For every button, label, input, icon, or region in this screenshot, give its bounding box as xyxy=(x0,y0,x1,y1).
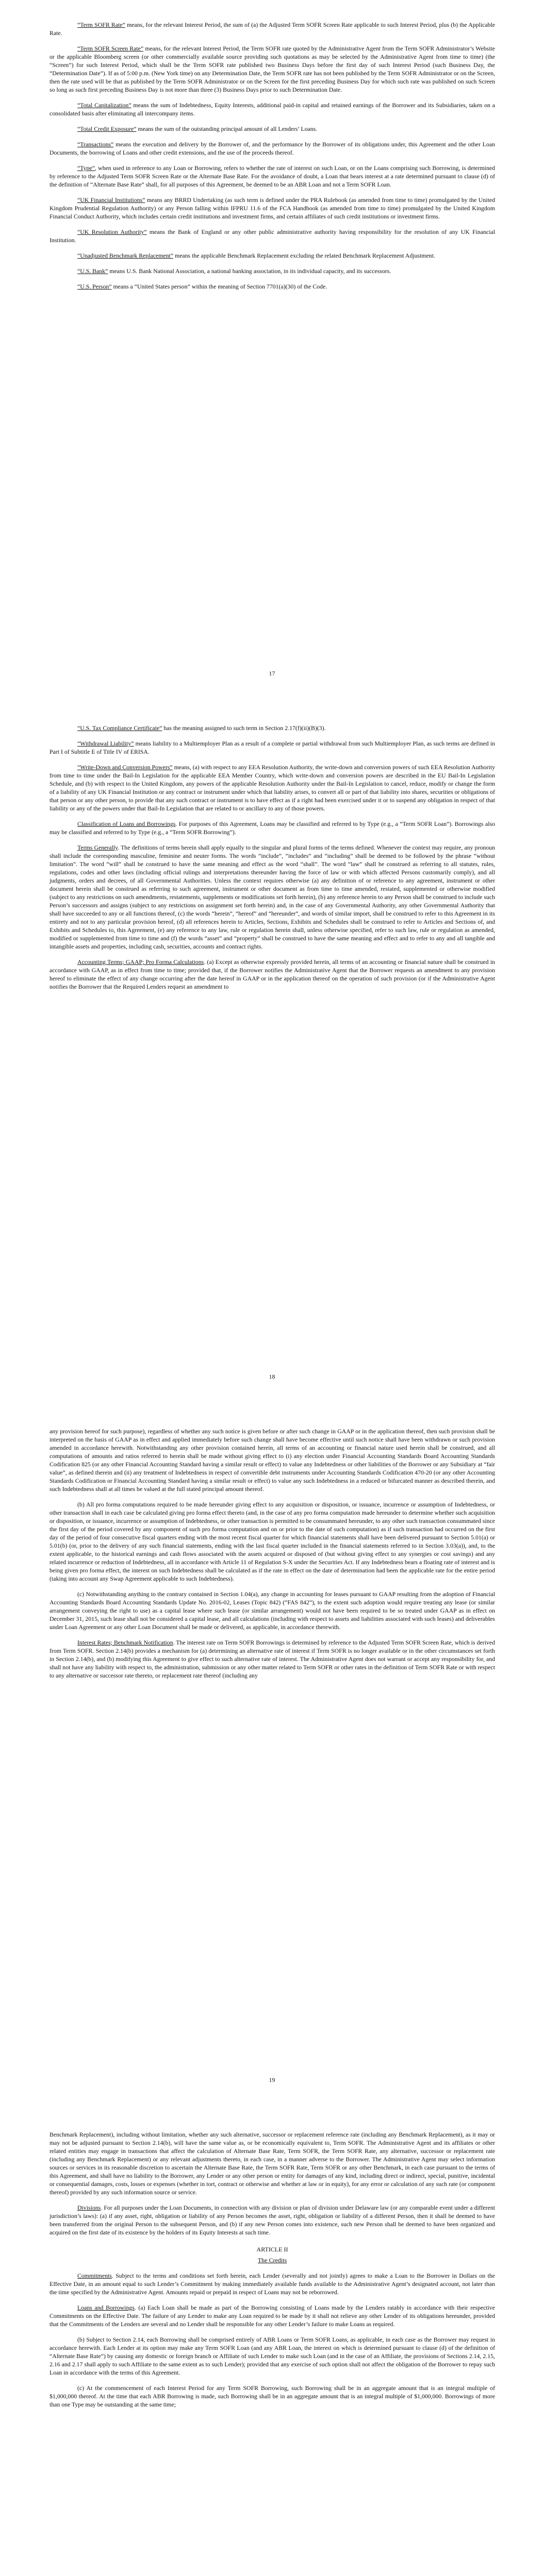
defined-term: “Term SOFR Rate” xyxy=(77,21,125,28)
page-20-body xyxy=(50,2130,495,2416)
defined-term: “UK Resolution Authority” xyxy=(77,228,147,235)
definition-text: means the sum of the outstanding principal amount of all Lenders’ Loans. xyxy=(136,125,318,132)
definition-text: means the sum of Indebtedness, Equity Interests, additional paid-in capital and retained earnings of the Borrower and its Subsidiaries, taken on a consolidated basis after eliminating all intercompany items. xyxy=(50,101,496,117)
subsection-label: (b) xyxy=(77,2336,85,2343)
definition-paragraph xyxy=(50,763,495,812)
definition-text: means any BRRD Undertaking (as such term is defined under the PRA Rulebook (as amended from time to time) promulgated by the United Kingdom Prudential Regulation Authority) or any Person falling within IFPRU 11.6 of the FCA Handbook (as amended from time to time) promulgated by the United Kingdom Financial Conduct Authority, which includes certain credit institutions and investment firms, and certain affiliates of such credit institutions or investment firms. xyxy=(50,196,495,220)
definition-text: means the applicable Benchmark Replacement excluding the related Benchmark Replacement Adjustment. xyxy=(173,252,435,259)
article-subtitle: The Credits xyxy=(257,2257,287,2264)
defined-term: “Total Capitalization” xyxy=(77,101,131,109)
subsection-label: (c) xyxy=(77,2384,85,2392)
defined-term: “U.S. Person” xyxy=(77,283,112,290)
defined-term: “U.S. Tax Compliance Certificate” xyxy=(77,724,162,732)
defined-term: “Write-Down and Conversion Powers” xyxy=(77,764,173,771)
continuation-paragraph xyxy=(50,2130,495,2196)
section-paragraph xyxy=(50,843,495,951)
definition-paragraph xyxy=(50,267,495,275)
page-number: 17 xyxy=(269,670,275,677)
subsection-paragraph xyxy=(50,1500,495,1583)
section-text: . The definitions of terms herein shall apply equally to the singular and plural forms of the terms defined. Whenever the context may require, any pronoun shall include the corresponding masculine, feminine and neuter forms. The words “include”, “includes” and “including” shall be deemed to be followed by the phrase “without limitation”. The word “will” shall be construed to have the same meaning and effect as the word “shall”. The word “law” shall be construed as referring to all statutes, rules, regulations, codes and other laws (including official rulings and interpretations thereunder having the force of law or with which affected Persons customarily comply), and all judgments, orders and decrees, of all Governmental Authorities. Unless the context requires otherwise (a) any definition of or reference to any agreement, instrument or other document herein shall be construed as referring to such agreement, instrument or other document as from time to time amended, restated, supplemented or otherwise modified (subject to any restrictions on such amendments, restatements, supplements or modifications set forth herein), (b) any reference herein to any Person shall be construed to include such Person’s successors and assigns (subject to any restrictions on assignment set forth herein) and, in the case of any Governmental Authority, any other Governmental Authority that shall have succeeded to any or all functions thereof, (c) the words “herein”, “hereof” and “hereunder”, and words of similar import, shall be construed to refer to this Agreement in its entirety and not to any particular provision hereof, (d) all references herein to Articles, Sections, Exhibits and Schedules shall be construed to refer to Articles and Sections of, and Exhibits and Schedules to, this Agreement, (e) any reference to any law, rule or regulation herein shall, unless otherwise specified, refer to such law, rule or regulation as amended, modified or supplemented from time to time and (f) the words “asset” and “property” shall be construed to have the same meaning and effect and to refer to any and all tangible and intangible assets and properties, including cash, securities, accounts and contract rights. xyxy=(50,844,495,950)
section-text: . (a) Except as otherwise expressly provided herein, all terms of an accounting or financial nature shall be construed in accordance with GAAP, as in effect from time to time; provided that, if the Borrower notifies the Administrative Agent that the Borrower requests an amendment to any provision hereof to eliminate the effect of any change occurring after the date hereof in GAAP or in the application thereof on the operation of such provision (or if the Administrative Agent notifies the Borrower that the Required Lenders request an amendment to xyxy=(50,958,495,990)
section-text: . (a) Each Loan shall be made as part of the Borrowing consisting of Loans made by the Lenders ratably in accordance with their respective Commitments on the Effective Date. The failure of any Lender to make any Loan required to be made by it shall not relieve any other Lender of its obligations hereunder, provided that the Commitments of the Lenders are several and no Lender shall be responsible for any other Lender’s failure to make Loans as required. xyxy=(50,2304,496,2328)
defined-term: “Unadjusted Benchmark Replacement” xyxy=(77,252,174,259)
subsection-text: At the commencement of each Interest Period for any Term SOFR Borrowing, such Borrowing shall be in an aggregate amount that is an integral multiple of $1,000,000 thereof. At the time that each ABR Borrowing is made, such Borrowing shall be in an aggregate amount that is an integral multiple of $1,000,000. Borrowings of more than one Type may be outstanding at the same time; xyxy=(50,2384,495,2408)
page-19-body xyxy=(50,1427,495,1687)
definition-text: means, (a) with respect to any EEA Resolution Authority, the write-down and conversion powers of such EEA Resolution Authority from time to time under the Bail-In Legislation for the applicable EEA Member Country, which write-down and conversion powers are described in the EU Bail-In Legislation Schedule, and (b) with respect to the United Kingdom, any powers of the applicable Resolution Authority under the Bail-In Legislation to cancel, reduce, modify or change the form of a liability of any UK Financial Institution or any contract or instrument under which that liability arises, to convert all or part of that liability into shares, securities or obligations of that person or any other person, to provide that any such contract or instrument is to have effect as if a right had been exercised under it or to suspend any obligation in respect of that liability or any of the powers under that Bail-In Legislation that are related to or ancillary to any of those powers. xyxy=(50,764,495,812)
section-text: . For purposes of this Agreement, Loans may be classified and referred to by Type (e.g., a “Term SOFR Loan”). Borrowings also may be classified and referred to by Type (e.g., a “Term SOFR Borrowing”). xyxy=(50,820,495,836)
defined-term: “U.S. Bank” xyxy=(77,267,108,275)
section-heading: Interest Rates; Benchmark Notification xyxy=(77,1639,173,1646)
definition-paragraph xyxy=(50,739,495,756)
subsection-paragraph xyxy=(50,2335,495,2377)
definition-paragraph xyxy=(50,125,495,133)
defined-term: “Total Credit Exposure” xyxy=(77,125,137,132)
paragraph-text: any provision hereof for such purpose), regardless of whether any such notice is given before or after such change in GAAP or in the application thereof, then such provision shall be interpreted on the basis of GAAP as in effect and applied immediately before such change shall have become effective until such notice shall have been withdrawn or such provision amended in accordance herewith. Notwithstanding any other provision contained herein, all terms of an accounting or financial nature used herein shall be construed, and all computations of amounts and ratios referred to herein shall be made without giving effect to (i) any election under Financial Accounting Standards Board Accounting Standards Codification 825 (or any other Financial Accounting Standard having a similar result or effect) to value any Indebtedness or other liabilities of the Borrower or any Subsidiary at “fair value”, as defined therein and (ii) any treatment of Indebtedness in respect of convertible debt instruments under Accounting Standards Codification 470-20 (or any other Accounting Standards Codification or Financial Accounting Standard having a similar result or effect) to value any such Indebtedness in a reduced or bifurcated manner as described therein, and such Indebtedness shall at all times be valued at the full stated principal amount thereof. xyxy=(50,1428,495,1493)
subsection-text: Subject to Section 2.14, each Borrowing shall be comprised entirely of ABR Loans or Term SOFR Loans, as applicable, in each case as the Borrower may request in accordance herewith. Each Lender at its option may make any Term SOFR Loan (and any ABR Loan, the interest on which is determined pursuant to clause (d) of the definition of “Alternate Base Rate”) by causing any domestic or foreign branch or Affiliate of such Lender to make such Loan (and in the case of an Affiliate, the provisions of Sections 2.14, 2.15, 2.16 and 2.17 shall apply to such Affiliate to the same extent as to such Lender); provided that any exercise of such option shall not affect the obligation of the Borrower to repay such Loan in accordance with the terms of this Agreement. xyxy=(50,2336,495,2376)
section-paragraph xyxy=(50,958,495,991)
page-17 xyxy=(0,0,544,703)
page-20 xyxy=(0,2110,544,2576)
definition-text: means the Bank of England or any other public administrative authority having responsibility for the resolution of any UK Financial Institution. xyxy=(50,228,495,244)
subsection-label: (b) xyxy=(77,1501,85,1508)
defined-term: “UK Financial Institutions” xyxy=(77,196,145,204)
definition-paragraph xyxy=(50,282,495,291)
definition-paragraph xyxy=(50,251,495,260)
section-heading: Accounting Terms; GAAP; Pro Forma Calculations xyxy=(77,958,204,965)
section-heading: Loans and Borrowings xyxy=(77,2304,135,2311)
definition-text: has the meaning assigned to such term in Section 2.17(f)(ii)(B)(3). xyxy=(162,724,326,732)
defined-term: “Withdrawal Liability” xyxy=(77,740,134,747)
definition-paragraph xyxy=(50,21,495,37)
definition-text: means, for the relevant Interest Period, the sum of (a) the Adjusted Term SOFR Screen Rate applicable to such Interest Period, plus (b) the Applicable Rate. xyxy=(50,21,495,37)
subsection-paragraph xyxy=(50,2384,495,2409)
article-title: ARTICLE II xyxy=(256,2246,288,2253)
subsection-label: (c) xyxy=(77,1590,85,1598)
definition-text: means a “United States person” within the meaning of Section 7701(a)(30) of the Code. xyxy=(111,283,327,290)
page-18-body xyxy=(50,724,495,998)
section-paragraph xyxy=(50,2272,495,2296)
section-paragraph xyxy=(50,2204,495,2236)
subsection-text: All pro forma computations required to be made hereunder giving effect to any acquisition or disposition, or issuance, incurrence or assumption of Indebtedness, or other transaction shall in each case be calculated giving pro forma effect thereto (and, in the case of any pro forma computation made hereunder to determine whether such acquisition or disposition, or issuance, incurrence or assumption of Indebtedness, or other transaction is permitted to be consummated hereunder, to any other such transaction consummated since the first day of the period covered by any component of such pro forma computation and on or prior to the date of such computation) as if such transaction had occurred on the first day of the period of four consecutive fiscal quarters ending with the most recent fiscal quarter for which financial statements shall have been delivered pursuant to Section 5.01(a) or 5.01(b) (or, prior to the delivery of any such financial statements, ending with the last fiscal quarter included in the financial statements referred to in Section 3.03(a)), and, to the extent applicable, to the historical earnings and cash flows associated with the assets acquired or disposed of (but without giving effect to any synergies or cost savings) and any related incurrence or reduction of Indebtedness, all in accordance with Article 11 of Regulation S-X under the Securities Act. If any Indebtedness bears a floating rate of interest and is being given pro forma effect, the interest on such Indebtedness shall be calculated as if the rate in effect on the date of determination had been the applicable rate for the entire period (taking into account any Swap Agreement applicable to such Indebtedness). xyxy=(50,1501,495,1582)
page-19 xyxy=(0,1406,544,2110)
definition-text: , when used in reference to any Loan or Borrowing, refers to whether the rate of interest on such Loan, or on the Loans comprising such Borrowing, is determined by reference to the Adjusted Term SOFR Screen Rate or the Alternate Base Rate. For the avoidance of doubt, a Loan that bears interest at a rate determined pursuant to clause (d) of the definition of “Alternate Base Rate” shall, for all purposes of this Agreement, be deemed to be an ABR Loan and not a Term SOFR Loan. xyxy=(50,164,495,188)
section-heading: Classification of Loans and Borrowings xyxy=(77,820,176,827)
definition-text: means U.S. Bank National Association, a national banking association, in its individual capacity, and its successors. xyxy=(108,267,391,275)
page-number: 19 xyxy=(269,2076,275,2083)
definition-paragraph xyxy=(50,164,495,189)
subsection-paragraph xyxy=(50,1590,495,1631)
page-17-body xyxy=(50,21,495,298)
defined-term: “Type” xyxy=(77,164,95,172)
definition-paragraph xyxy=(50,724,495,732)
definition-paragraph xyxy=(50,196,495,221)
section-text: . The interest rate on Term SOFR Borrowings is determined by reference to the Adjusted Term SOFR Screen Rate, which is derived from Term SOFR. Section 2.14(b) provides a mechanism for (a) determining an alternative rate of interest if Term SOFR is no longer available or in the other circumstances set forth in Section 2.14(b), and (b) modifying this Agreement to give effect to such alternative rate of interest. The Administrative Agent does not warrant or accept any responsibility for, and shall not have any liability with respect to, the administration, submission or any other matter related to Term SOFR or other rates in the definition of Term SOFR Rate or with respect to any alternative or successor rate thereto, or replacement rate thereof (including any xyxy=(50,1639,496,1679)
paragraph-text: Benchmark Replacement), including without limitation, whether any such alternative, successor or replacement reference rate (including any Benchmark Replacement), as it may or may not be adjusted pursuant to Section 2.14(b), will have the same value as, or be economically equivalent to, Term SOFR. The Administrative Agent and its affiliates or other related entities may engage in transactions that affect the calculation of Alternate Base Rate, Term SOFR, the Term SOFR Rate, any alternative, successor or replacement rate (including any Benchmark Replacement) or any relevant adjustments thereto, in each case, in a manner adverse to the Borrower. The Administrative Agent may select information sources or services in its reasonable discretion to ascertain the Alternate Base Rate, the Term SOFR Rate, Term SOFR or any other Benchmark, in each case pursuant to the terms of this Agreement, and shall have no liability to the Borrower, any Lender or any other person or entity for damages of any kind, including direct or indirect, special, punitive, incidental or consequential damages, costs, losses or expenses (whether in tort, contract or otherwise and whether at law or in equity), for any error or calculation of any such rate (or component thereof) provided by any such information source or service. xyxy=(50,2131,495,2196)
defined-term: “Term SOFR Screen Rate” xyxy=(77,45,144,52)
section-heading: Commitments xyxy=(77,2272,112,2279)
definition-text: means, for the relevant Interest Period, the Term SOFR rate quoted by the Administrative Agent from the Term SOFR Administrator’s Website or the applicable Bloomberg screen (or other commercially available source providing such quotations as may be selected by the Administrative Agent from time to time) (the “Screen”) for such Interest Period, which shall be the Term SOFR rate published two Business Days before the first day of such Interest Period (such Business Day, the “Determination Date”). If as of 5:00 p.m. (New York time) on any Determination Date, the Term SOFR rate has not been published by the Term SOFR Administrator or on the Screen, then the rate used will be that as published by the Term SOFR Administrator or on the Screen for the first preceding Business Day for which such rate was published on such Screen so long as such first preceding Business Day is not more than three (3) Business Days prior to such Determination Date. xyxy=(50,45,496,93)
page-18 xyxy=(0,703,544,1406)
definition-text: means liability to a Multiemployer Plan as a result of a complete or partial withdrawal from such Multiemployer Plan, as such terms are defined in Part I of Subtitle E of Title IV of ERISA. xyxy=(50,740,495,755)
page-number: 18 xyxy=(269,1373,275,1380)
section-paragraph xyxy=(50,1638,495,1680)
definition-text: means the execution and delivery by the Borrower of, and the performance by the Borrower of its obligations under, this Agreement and the other Loan Documents, the borrowing of Loans and other credit extensions, and the use of the proceeds thereof. xyxy=(50,141,495,156)
definition-paragraph xyxy=(50,140,495,157)
continuation-paragraph xyxy=(50,1427,495,1493)
section-heading: Terms Generally xyxy=(77,844,118,851)
section-paragraph xyxy=(50,2303,495,2328)
definition-paragraph xyxy=(50,101,495,117)
definition-paragraph xyxy=(50,228,495,244)
section-text: . Subject to the terms and conditions set forth herein, each Lender (severally and not jointly) agrees to make a Loan to the Borrower in Dollars on the Effective Date, in an amount equal to such Lender’s Commitment by making immediately available funds available to the Administrative Agent’s designated account, not later than the time specified by the Administrative Agent. Amounts repaid or prepaid in respect of Loans may not be reborrowed. xyxy=(50,2272,495,2296)
subsection-text: Notwithstanding anything to the contrary contained in Section 1.04(a), any change in accounting for leases pursuant to GAAP resulting from the adoption of Financial Accounting Standards Board Accounting Standards Update No. 2016-02, Leases (Topic 842) (“FAS 842”), to the extent such adoption would require treating any lease (or similar arrangement conveying the right to use) as a capital lease where such lease (or similar arrangement) would not have been required to be so treated under GAAP as in effect on December 31, 2015, such lease shall not be considered a capital lease, and all calculations (including with respect to assets and liabilities associated with such leases) and deliverables under Loan Agreement or any other Loan Document shall be made or delivered, as applicable, in accordance therewith. xyxy=(50,1590,495,1631)
definition-paragraph xyxy=(50,44,495,94)
section-paragraph xyxy=(50,820,495,836)
defined-term: “Transactions” xyxy=(77,141,114,148)
section-text: . For all purposes under the Loan Documents, in connection with any division or plan of division under Delaware law (or any comparable event under a different jurisdiction’s laws): (a) if any asset, right, obligation or liability of any Person becomes the asset, right, obligation or liability of a different Person, then it shall be deemed to have been transferred from the original Person to the subsequent Person, and (b) if any new Person comes into existence, such new Person shall be deemed to have been organized and acquired on the first date of its existence by the holders of its Equity Interests at such time. xyxy=(50,2204,495,2236)
section-heading: Divisions xyxy=(77,2204,101,2211)
